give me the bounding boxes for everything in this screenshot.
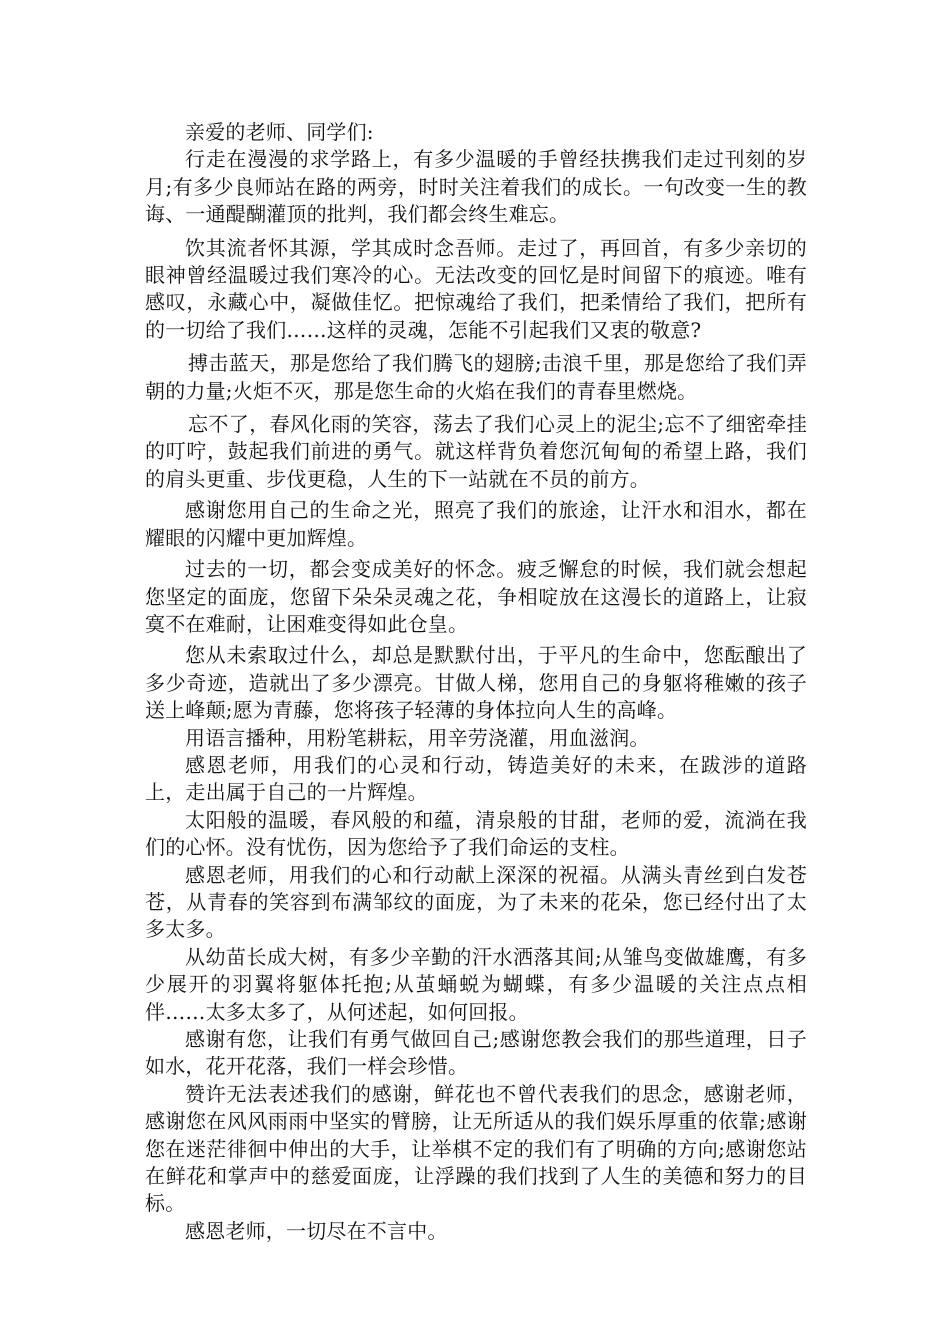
paragraph: 行走在漫漫的求学路上，有多少温暖的手曾经扶携我们走过刊刻的岁月;有多少良师站在路的两旁，时时关注着我们的成长。一句改变一生的教诲、一通醍醐灌顶的批判，我们都会终生难忘。 bbox=[145, 147, 807, 227]
paragraph: 赞许无法表述我们的感谢，鲜花也不曾代表我们的思念，感谢老师，感谢您在风风雨雨中坚实的臂膀，让无所适从的我们娱乐厚重的依靠;感谢您在迷茫徘徊中伸出的大手，让举棋不定的我们有了明确的方向;感谢您站在鲜花和掌声中的慈爱面庞，让浮躁的我们找到了人生的美德和努力的目标。 bbox=[145, 1081, 807, 1216]
greeting: 亲爱的老师、同学们: bbox=[185, 120, 374, 144]
paragraph: 感谢您用自己的生命之光，照亮了我们的旅途，让汗水和泪水，都在耀眼的闪耀中更加辉煌。 bbox=[145, 498, 807, 550]
paragraph: 从幼苗长成大树，有多少辛勤的汗水洒落其间;从雏鸟变做雄鹰，有多少展开的羽翼将躯体托抱;从茧蛹蜕为蝴蝶，有多少温暖的关注点点相伴……太多太多了，从何述起，如何回报。 bbox=[145, 944, 807, 1024]
paragraph: 饮其流者怀其源，学其成时念吾师。走过了，再回首，有多少亲切的眼神曾经温暖过我们寒冷的心。无法改变的回忆是时间留下的痕迹。唯有感叹，永藏心中，凝做佳忆。把惊魂给了我们，把柔情给了我们，把所有的一切给了我们……这样的灵魂，怎能不引起我们又衷的敬意? bbox=[145, 235, 807, 342]
paragraph: 感恩老师，一切尽在不言中。 bbox=[185, 1218, 448, 1243]
paragraph: 感谢有您，让我们有勇气做回自己;感谢您教会我们的那些道理，日子如水，花开花落，我们一样会珍惜。 bbox=[145, 1027, 807, 1079]
paragraph: 搏击蓝天，那是您给了我们腾飞的翅膀;击浪千里，那是您给了我们弄朝的力量;火炬不灭，那是您生命的火焰在我们的青春里燃烧。 bbox=[145, 351, 807, 403]
paragraph: 过去的一切，都会变成美好的怀念。疲乏懈怠的时候，我们就会想起您坚定的面庞，您留下朵朵灵魂之花，争相啶放在这漫长的道路上，让寂寞不在难耐，让困难变得如此仓皇。 bbox=[145, 557, 807, 636]
paragraph: 感恩老师，用我们的心和行动献上深深的祝福。从满头青丝到白发苍苍，从青春的笑容到布满邹纹的面庞，为了未来的花朵，您已经付出了太多太多。 bbox=[145, 862, 807, 942]
paragraph: 感恩老师，用我们的心灵和行动，铸造美好的未来，在跋涉的道路上，走出属于自己的一片辉煌。 bbox=[145, 752, 807, 805]
paragraph: 用语言播种，用粉笔耕耘，用辛劳浇灌，用血滋润。 bbox=[185, 725, 650, 750]
document-body bbox=[145, 119, 807, 1245]
paragraph: 太阳般的温暖，春风般的和蕴，清泉般的甘甜，老师的爱，流淌在我们的心怀。没有忧伤，因为您给予了我们命运的支柱。 bbox=[145, 807, 807, 860]
paragraph: 您从未索取过什么，却总是默默付出，于平凡的生命中，您酝酿出了多少奇迹，造就出了多少漂亮。甘做人梯，您用自己的身躯将稚嫩的孩子送上峰颠;愿为青藤，您将孩子轻薄的身体拉向人生的高峰。 bbox=[145, 643, 807, 723]
paragraph: 忘不了，春风化雨的笑容，荡去了我们心灵上的泥尘;忘不了细密牵挂的叮咛，鼓起我们前进的勇气。就这样背负着您沉甸甸的希望上路，我们的肩头更重、步伐更稳，人生的下一站就在不员的前方。 bbox=[145, 412, 807, 491]
